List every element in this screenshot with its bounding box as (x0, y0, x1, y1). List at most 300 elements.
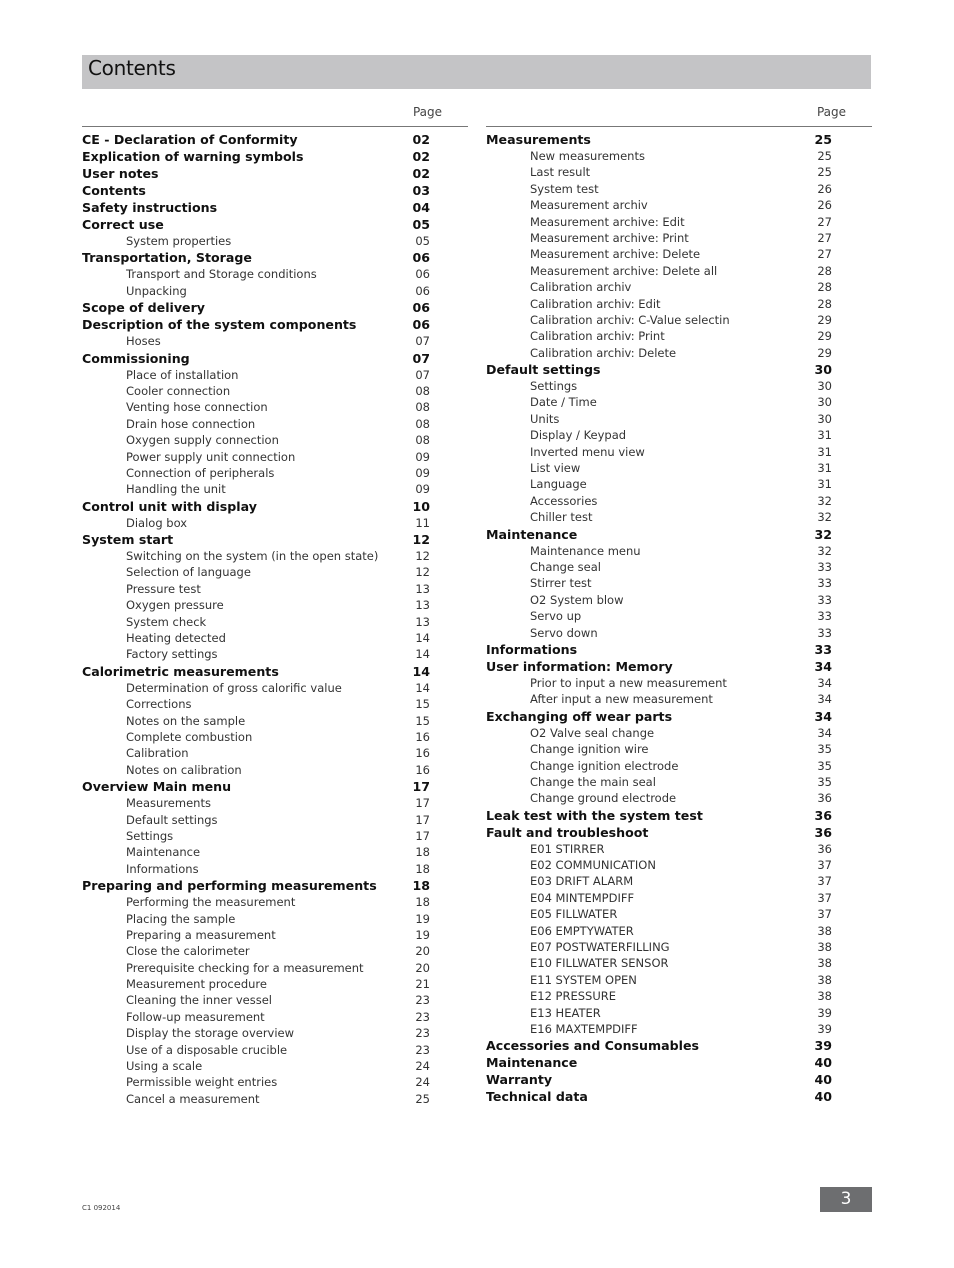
page-column-header (82, 104, 468, 127)
toc-entry-label: User information: Memory (486, 658, 673, 674)
toc-subentry[interactable] (486, 444, 872, 460)
toc-entry-label: Transportation, Storage (82, 250, 252, 266)
toc-subentry[interactable] (82, 432, 468, 448)
toc-entry-page: 27 (817, 230, 832, 245)
toc-entry-label: Fault and troubleshoot (486, 824, 649, 840)
toc-right-column (486, 104, 872, 1105)
toc-entry-page: 18 (415, 845, 430, 860)
toc-subentry[interactable] (82, 960, 468, 976)
toc-entry-page: 34 (817, 675, 832, 690)
toc-subentry[interactable] (82, 762, 468, 778)
toc-subentry[interactable] (82, 1091, 468, 1107)
toc-entry[interactable] (82, 316, 468, 333)
toc-entry[interactable] (82, 131, 468, 148)
toc-subentry[interactable] (82, 1058, 468, 1074)
title-bar (82, 55, 871, 89)
toc-entry-page: 33 (817, 625, 832, 640)
toc-subentry[interactable] (82, 745, 468, 761)
toc-entry[interactable] (486, 807, 872, 824)
toc-entry-page: 40 (814, 1072, 832, 1088)
toc-entry-label: Servo down (530, 625, 598, 640)
toc-entry[interactable] (82, 249, 468, 266)
toc-subentry[interactable] (82, 581, 468, 597)
toc-subentry[interactable] (486, 148, 872, 164)
toc-entry-label: Heating detected (126, 631, 226, 646)
toc-entry-label: Measurement procedure (126, 977, 267, 992)
toc-entry[interactable] (82, 216, 468, 233)
toc-entry-label: After input a new measurement (530, 692, 713, 707)
toc-entry-page: 30 (817, 379, 832, 394)
toc-entry-label: Pressure test (126, 581, 201, 596)
toc-entry-label: Commissioning (82, 350, 190, 366)
toc-entry-page: 33 (817, 559, 832, 574)
toc-entry-page: 07 (415, 334, 430, 349)
toc-entry-label: E04 MINTEMPDIFF (530, 890, 635, 905)
toc-subentry[interactable] (82, 992, 468, 1008)
toc-entry-page: 14 (415, 680, 430, 695)
toc-entry-label: Venting hose connection (126, 400, 268, 415)
toc-entry-label: Leak test with the system test (486, 807, 703, 823)
toc-entry-label: Default settings (126, 812, 218, 827)
toc-entry-page: 13 (415, 614, 430, 629)
toc-subentry[interactable] (486, 857, 872, 873)
toc-entry-label: Preparing a measurement (126, 927, 276, 942)
toc-entry-page: 13 (415, 581, 430, 596)
toc-entry-page: 36 (814, 807, 832, 823)
page-title: Contents (88, 56, 176, 80)
toc-entry[interactable] (82, 498, 468, 515)
toc-entry-label: Safety instructions (82, 200, 218, 215)
toc-entry-label: New measurements (530, 149, 645, 163)
toc-entry-page: 35 (817, 774, 832, 789)
toc-entry-page: 38 (817, 989, 832, 1004)
toc-subentry[interactable] (82, 976, 468, 992)
toc-entry-page: 04 (412, 200, 430, 215)
toc-entry-label: Transport and Storage conditions (126, 267, 317, 282)
toc-entry-label: Scope of delivery (82, 300, 206, 316)
toc-subentry[interactable] (486, 890, 872, 906)
toc-subentry[interactable] (486, 873, 872, 889)
toc-subentry[interactable] (82, 266, 468, 282)
toc-entry-label: Accessories and Consumables (486, 1038, 699, 1054)
toc-entry-label: E16 MAXTEMPDIFF (530, 1021, 638, 1036)
toc-entry-page: 14 (415, 647, 430, 662)
toc-entry[interactable] (82, 148, 468, 165)
toc-entry-page: 05 (412, 217, 430, 232)
toc-entry-page: 02 (412, 132, 430, 147)
toc-subentry[interactable] (486, 906, 872, 922)
toc-subentry[interactable] (82, 1009, 468, 1025)
toc-entry-page: 16 (415, 746, 430, 761)
toc-entry-page: 11 (415, 515, 430, 530)
toc-subentry[interactable] (82, 812, 468, 828)
toc-entry[interactable] (82, 299, 468, 316)
toc-entry-label: System start (82, 532, 174, 548)
toc-entry-page: 40 (814, 1089, 832, 1105)
toc-subentry[interactable] (486, 543, 872, 559)
toc-subentry[interactable] (486, 1005, 872, 1021)
toc-entry-page: 24 (415, 1075, 430, 1090)
toc-entry-label: CE - Declaration of Conformity (82, 132, 298, 147)
toc-entry-label: Explication of warning symbols (82, 149, 304, 164)
toc-entry-label: Last result (530, 165, 591, 180)
toc-entry-label: Calibration archiv: Edit (530, 296, 661, 311)
toc-entry-label: E05 FILLWATER (530, 907, 618, 922)
toc-subentry[interactable] (82, 465, 468, 481)
toc-entry-page: 06 (412, 250, 430, 266)
toc-subentry[interactable] (82, 383, 468, 399)
toc-entry-page: 06 (412, 300, 430, 316)
toc-subentry[interactable] (82, 564, 468, 580)
toc-entry[interactable] (486, 824, 872, 841)
toc-entry-page: 31 (817, 461, 832, 476)
toc-entry-label: Calibration archiv: Delete (530, 345, 677, 360)
toc-entry-page: 35 (817, 758, 832, 773)
toc-left-entries (82, 131, 468, 1107)
toc-entry-label: Cleaning the inner vessel (126, 993, 272, 1008)
toc-entry-page: 38 (817, 923, 832, 938)
toc-entry[interactable] (486, 708, 872, 725)
toc-subentry[interactable] (486, 378, 872, 394)
toc-entry-page: 18 (415, 895, 430, 910)
toc-subentry[interactable] (486, 411, 872, 427)
toc-entry-label: Follow-up measurement (126, 1009, 265, 1024)
toc-entry-label: Settings (126, 828, 174, 843)
toc-subentry[interactable] (486, 181, 872, 197)
toc-entry-label: Description of the system components (82, 317, 357, 333)
toc-entry-label: E12 PRESSURE (530, 989, 617, 1004)
toc-subentry[interactable] (486, 263, 872, 279)
toc-entry-label: System properties (126, 234, 232, 248)
toc-entry-label: Performing the measurement (126, 895, 296, 910)
toc-entry[interactable] (486, 658, 872, 675)
toc-entry[interactable] (486, 1054, 872, 1071)
toc-subentry[interactable] (82, 416, 468, 432)
toc-entry-page: 23 (415, 993, 430, 1008)
toc-entry-page: 25 (415, 1091, 430, 1106)
toc-subentry[interactable] (82, 1025, 468, 1041)
toc-entry-page: 37 (817, 874, 832, 889)
toc-entry-label: Measurement archive: Edit (530, 214, 685, 229)
toc-entry-page: 32 (817, 493, 832, 508)
toc-entry-label: Connection of peripherals (126, 465, 275, 480)
toc-entry-label: Complete combustion (126, 729, 253, 744)
toc-subentry[interactable] (82, 828, 468, 844)
toc-entry-page: 38 (817, 972, 832, 987)
toc-entry-label: System test (530, 181, 599, 196)
toc-entry[interactable] (486, 641, 872, 658)
toc-subentry[interactable] (486, 493, 872, 509)
toc-entry-page: 19 (415, 911, 430, 926)
toc-entry-page: 33 (817, 576, 832, 591)
toc-entry-page: 37 (817, 890, 832, 905)
toc-subentry[interactable] (486, 625, 872, 641)
toc-entry-label: Handling the unit (126, 482, 226, 497)
toc-entry-label: Contents (82, 183, 146, 198)
toc-entry-page: 18 (415, 861, 430, 876)
toc-subentry[interactable] (486, 345, 872, 361)
toc-entry-label: E07 POSTWATERFILLING (530, 940, 670, 955)
page-number: 3 (820, 1187, 872, 1212)
toc-entry-page: 12 (412, 532, 430, 548)
toc-entry-page: 09 (415, 465, 430, 480)
footer-code: C1 092014 (82, 1204, 121, 1212)
toc-subentry[interactable] (82, 861, 468, 877)
toc-entry-page: 07 (415, 367, 430, 382)
toc-entry-page: 06 (412, 317, 430, 333)
toc-subentry[interactable] (82, 943, 468, 959)
toc-entry-label: E06 EMPTYWATER (530, 923, 634, 938)
toc-entry[interactable] (486, 1037, 872, 1054)
toc-entry-page: 34 (817, 692, 832, 707)
toc-entry-page: 12 (415, 565, 430, 580)
toc-subentry[interactable] (486, 988, 872, 1004)
toc-subentry[interactable] (486, 230, 872, 246)
toc-entry-page: 16 (415, 729, 430, 744)
toc-entry-page: 39 (817, 1021, 832, 1036)
toc-entry-page: 28 (817, 296, 832, 311)
toc-entry-page: 16 (415, 762, 430, 777)
toc-subentry[interactable] (486, 790, 872, 806)
toc-entry-page: 09 (415, 482, 430, 497)
toc-entry-label: Factory settings (126, 647, 218, 662)
toc-entry-page: 31 (817, 477, 832, 492)
toc-entry-label: Maintenance (486, 1055, 578, 1071)
toc-entry[interactable] (82, 199, 468, 216)
toc-entry[interactable] (486, 526, 872, 543)
toc-entry-page: 32 (817, 543, 832, 558)
toc-entry-page: 31 (817, 444, 832, 459)
toc-subentry[interactable] (486, 774, 872, 790)
toc-entry[interactable] (82, 663, 468, 680)
toc-entry-page: 23 (415, 1009, 430, 1024)
toc-subentry[interactable] (82, 399, 468, 415)
toc-subentry[interactable] (486, 214, 872, 230)
toc-entry-label: Chiller test (530, 510, 593, 525)
toc-entry-label: Change ignition electrode (530, 758, 679, 773)
toc-subentry[interactable] (82, 1042, 468, 1058)
toc-entry-page: 23 (415, 1026, 430, 1041)
toc-entry-page: 17 (415, 828, 430, 843)
toc-entry-label: E10 FILLWATER SENSOR (530, 956, 669, 971)
toc-entry-page: 30 (817, 395, 832, 410)
toc-subentry[interactable] (486, 394, 872, 410)
toc-entry[interactable] (82, 778, 468, 795)
toc-entry-page: 02 (412, 149, 430, 164)
toc-subentry[interactable] (82, 548, 468, 564)
toc-entry-page: 28 (817, 263, 832, 278)
toc-subentry[interactable] (82, 367, 468, 383)
toc-subentry[interactable] (486, 460, 872, 476)
toc-entry-label: Change the main seal (530, 774, 656, 789)
toc-entry-label: Date / Time (530, 395, 597, 410)
toc-subentry[interactable] (486, 197, 872, 213)
toc-entry-label: Corrections (126, 697, 192, 712)
toc-subentry[interactable] (82, 646, 468, 662)
toc-entry-label: Language (530, 477, 587, 492)
toc-subentry[interactable] (486, 955, 872, 971)
toc-entry-page: 40 (814, 1055, 832, 1071)
toc-subentry[interactable] (82, 333, 468, 349)
toc-entry-page: 37 (817, 858, 832, 873)
toc-subentry[interactable] (82, 713, 468, 729)
toc-entry-page: 38 (817, 940, 832, 955)
toc-entry-page: 26 (817, 181, 832, 196)
toc-entry-label: Notes on calibration (126, 762, 242, 777)
toc-entry[interactable] (82, 165, 468, 182)
toc-entry-label: User notes (82, 166, 159, 181)
toc-entry-label: Change seal (530, 559, 601, 574)
toc-entry-page: 25 (817, 149, 832, 163)
toc-entry-label: Control unit with display (82, 498, 257, 514)
toc-entry-page: 08 (415, 383, 430, 398)
toc-subentry[interactable] (82, 911, 468, 927)
toc-entry-page: 14 (412, 663, 430, 679)
toc-subentry[interactable] (486, 427, 872, 443)
toc-subentry[interactable] (486, 592, 872, 608)
toc-entry-label: O2 Valve seal change (530, 725, 655, 740)
toc-entry-label: Change ground electrode (530, 791, 677, 806)
toc-entry-page: 39 (817, 1005, 832, 1020)
toc-entry-label: Preparing and performing measurements (82, 878, 377, 894)
toc-subentry[interactable] (82, 449, 468, 465)
toc-subentry[interactable] (486, 312, 872, 328)
toc-subentry[interactable] (486, 725, 872, 741)
toc-subentry[interactable] (486, 296, 872, 312)
toc-subentry[interactable] (486, 328, 872, 344)
toc-subentry[interactable] (486, 608, 872, 624)
toc-entry[interactable] (82, 182, 468, 199)
toc-entry-page: 20 (415, 944, 430, 959)
toc-entry-label: Accessories (530, 493, 598, 508)
toc-subentry[interactable] (82, 614, 468, 630)
toc-entry[interactable] (82, 350, 468, 367)
toc-entry-label: Display the storage overview (126, 1026, 295, 1041)
page-column-header (486, 104, 872, 127)
toc-entry-label: Informations (126, 861, 199, 876)
toc-entry-label: Determination of gross calorific value (126, 680, 342, 695)
toc-entry-page: 12 (415, 549, 430, 564)
toc-entry-page: 21 (415, 977, 430, 992)
toc-subentry[interactable] (486, 509, 872, 525)
toc-entry-page: 36 (817, 841, 832, 856)
toc-subentry[interactable] (82, 844, 468, 860)
toc-subentry[interactable] (486, 923, 872, 939)
toc-entry-label: Calibration (126, 746, 189, 761)
toc-entry-page: 28 (817, 280, 832, 295)
toc-entry-page: 27 (817, 214, 832, 229)
toc-entry-label: Display / Keypad (530, 428, 627, 443)
toc-entry-page: 15 (415, 697, 430, 712)
toc-entry-page: 37 (817, 907, 832, 922)
toc-entry-label: List view (530, 461, 581, 476)
toc-entry-label: Prerequisite checking for a measurement (126, 960, 364, 975)
toc-entry-page: 33 (817, 592, 832, 607)
toc-entry-label: Technical data (486, 1089, 588, 1105)
toc-subentry[interactable] (486, 246, 872, 262)
toc-entry-label: Place of installation (126, 367, 239, 382)
toc-subentry[interactable] (486, 279, 872, 295)
toc-entry-page: 34 (814, 658, 832, 674)
toc-entry-page: 07 (412, 350, 430, 366)
toc-entry-page: 30 (817, 411, 832, 426)
toc-entry[interactable] (82, 531, 468, 548)
toc-entry-page: 05 (415, 234, 430, 248)
toc-subentry[interactable] (82, 283, 468, 299)
toc-subentry[interactable] (486, 758, 872, 774)
toc-subentry[interactable] (82, 894, 468, 910)
toc-subentry[interactable] (486, 741, 872, 757)
toc-entry-label: Default settings (486, 362, 601, 378)
toc-subentry[interactable] (82, 795, 468, 811)
toc-subentry[interactable] (82, 927, 468, 943)
toc-entry-label: Maintenance menu (530, 543, 641, 558)
toc-subentry[interactable] (82, 597, 468, 613)
toc-entry-page: 25 (817, 165, 832, 180)
toc-right-entries (486, 131, 872, 1105)
toc-entry-page: 36 (817, 791, 832, 806)
toc-entry-label: Permissible weight entries (126, 1075, 278, 1090)
toc-entry-page: 36 (814, 824, 832, 840)
toc-entry-page: 08 (415, 433, 430, 448)
toc-subentry[interactable] (486, 939, 872, 955)
toc-entry-label: Overview Main menu (82, 779, 232, 795)
toc-subentry[interactable] (486, 1021, 872, 1037)
toc-entry-label: Oxygen supply connection (126, 433, 279, 448)
toc-subentry[interactable] (486, 559, 872, 575)
toc-entry-label: Prior to input a new measurement (530, 675, 727, 690)
toc-entry-label: Placing the sample (126, 911, 236, 926)
toc-subentry[interactable] (82, 696, 468, 712)
toc-entry-page: 34 (817, 725, 832, 740)
toc-subentry[interactable] (486, 476, 872, 492)
toc-subentry[interactable] (82, 515, 468, 531)
toc-entry-label: Calibration archiv: C-Value selectin (530, 312, 730, 327)
toc-subentry[interactable] (486, 164, 872, 180)
toc-subentry[interactable] (486, 972, 872, 988)
toc-subentry[interactable] (486, 691, 872, 707)
toc-entry-label: O2 System blow (530, 592, 624, 607)
toc-subentry[interactable] (82, 630, 468, 646)
toc-entry[interactable] (486, 131, 872, 148)
toc-entry-page: 18 (412, 878, 430, 894)
toc-entry[interactable] (486, 361, 872, 378)
toc-entry-page: 38 (817, 956, 832, 971)
toc-entry-label: Servo up (530, 609, 582, 624)
toc-entry-label: E11 SYSTEM OPEN (530, 972, 637, 987)
toc-entry-label: Selection of language (126, 565, 251, 580)
toc-subentry[interactable] (82, 729, 468, 745)
toc-entry-label: Measurements (126, 796, 211, 811)
toc-entry[interactable] (486, 1088, 872, 1105)
toc-subentry[interactable] (486, 675, 872, 691)
toc-subentry[interactable] (486, 575, 872, 591)
toc-entry-label: E13 HEATER (530, 1005, 601, 1020)
toc-entry-label: Notes on the sample (126, 713, 246, 728)
toc-subentry[interactable] (82, 1074, 468, 1090)
toc-subentry[interactable] (82, 680, 468, 696)
toc-subentry[interactable] (82, 233, 468, 249)
toc-entry[interactable] (486, 1071, 872, 1088)
toc-entry-page: 02 (412, 166, 430, 181)
toc-entry-page: 14 (415, 631, 430, 646)
toc-subentry[interactable] (82, 481, 468, 497)
toc-entry-label: Cooler connection (126, 383, 231, 398)
toc-entry-label: Measurement archive: Delete all (530, 263, 718, 278)
toc-entry-label: Change ignition wire (530, 742, 649, 757)
toc-subentry[interactable] (486, 841, 872, 857)
toc-entry[interactable] (82, 877, 468, 894)
